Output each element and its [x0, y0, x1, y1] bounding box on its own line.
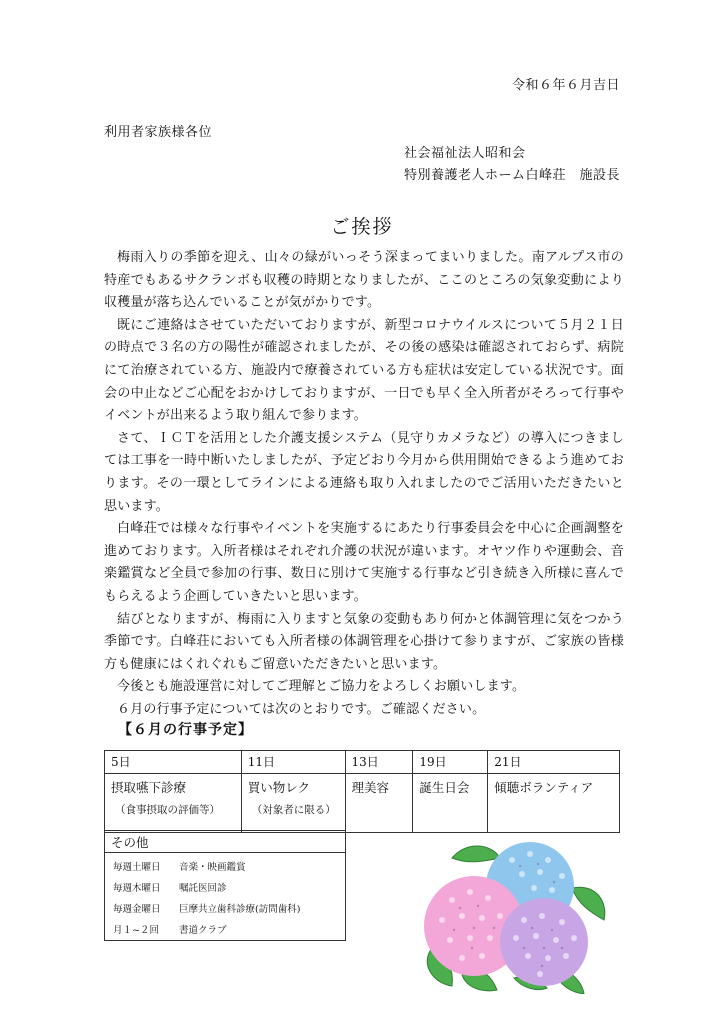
event-day: 21日	[488, 751, 620, 774]
event-note: （食事摂取の評価等）	[115, 804, 220, 816]
activity-when: 月１~２回	[113, 925, 159, 936]
list-item	[113, 878, 337, 899]
other-activities-list	[105, 853, 345, 945]
paragraph: 梅雨入りの季節を迎え、山々の緑がいっそう深まってまいりました。南アルプス市の特産でもあるサクランボも収穫の時期となりましたが、ここのところの気象変動により収穫量が落ち込んでいることが気がかりです。	[104, 250, 624, 311]
sender-facility: 特別養護老人ホーム白峰荘 施設長	[404, 168, 621, 183]
schedule-day-row	[105, 751, 620, 774]
sender-organization: 社会福祉法人昭和会	[404, 146, 526, 161]
paragraph: 今後とも施設運営に対してご理解とご協力をよろしくお願いします。	[117, 679, 526, 695]
event-cell	[413, 774, 488, 833]
activity-when: 毎週土曜日	[113, 862, 161, 873]
event-name: 誕生日会	[419, 780, 470, 795]
hydrangea-illustration	[412, 838, 608, 994]
event-day: 19日	[413, 751, 488, 774]
event-name: 買い物レク	[247, 780, 310, 795]
list-item	[113, 857, 337, 878]
paragraph: 結びとなりますが、梅雨に入りますと気象の変動もあり何かと体調管理に気をつかう季節です。白峰荘においても入所者様の体調管理を心掛けて参りますが、ご家族の皆様方も健康にはくれぐれもご留意いただきたいと思います。	[104, 611, 624, 672]
sender-block	[404, 143, 620, 187]
event-name: 傾聴ボランティア	[494, 780, 594, 795]
event-cell	[241, 774, 345, 833]
activity-when: 毎週木曜日	[113, 883, 161, 894]
activity-what: 書道クラブ	[179, 925, 227, 936]
letter-title: ご挨拶	[330, 216, 394, 238]
event-day: 5日	[105, 751, 242, 774]
recipient-line: 利用者家族様各位	[104, 125, 213, 140]
event-cell	[345, 774, 413, 833]
schedule-table	[104, 750, 620, 833]
schedule-heading: 【６月の行事予定】	[118, 722, 253, 738]
event-name: 摂取嚥下診療	[111, 780, 187, 795]
activity-when: 毎週金曜日	[113, 904, 161, 915]
event-cell	[105, 774, 242, 833]
list-item	[113, 899, 337, 920]
activity-what: 音楽・映画鑑賞	[179, 862, 246, 873]
paragraph: ６月の行事予定については次のとおりです。ご確認ください。	[117, 701, 486, 717]
event-day: 11日	[241, 751, 345, 774]
other-activities-title: その他	[105, 831, 345, 853]
paragraph: さて、ＩＣＴを活用とした介護支援システム（見守りカメラなど）の導入につきましては工事を一時中断いたしましたが、予定どおり今月から供用開始できるよう進めております。その一環としてラインによる連絡も取り入れましたのでご活用いただきたいと思います。	[104, 430, 624, 514]
letter-date: 令和６年６月吉日	[511, 78, 620, 93]
list-item	[113, 920, 337, 941]
event-note: （対象者に限る）	[251, 804, 336, 816]
event-name: 理美容	[351, 780, 390, 795]
activity-what: 巨摩共立歯科診療(訪問歯科)	[179, 904, 301, 915]
activity-what: 嘱託医回診	[179, 883, 227, 894]
letter-body	[104, 247, 624, 721]
event-cell	[488, 774, 620, 833]
schedule-event-row	[105, 774, 620, 833]
event-day: 13日	[345, 751, 413, 774]
other-activities-box	[104, 830, 346, 941]
paragraph: 既にご連絡はさせていただいておりますが、新型コロナウイルスについて５月２１日の時点で３名の方の陽性が確認されましたが、その後の感染は確認されておらず、病院にて治療されている方、施設内で療養されている方も症状は安定している状況です。面会の中止などご心配をおかけしておりますが、一日でも早く全入所者がそろって行事やイベントが出来るよう取り組んで参ります。	[104, 317, 624, 424]
paragraph: 白峰荘では様々な行事やイベントを実施するにあたり行事委員会を中心に企画調整を進めております。入所者様はそれぞれ介護の状況が違います。オヤツ作りや運動会、音楽鑑賞など全員で参加の行事、数日に別けて実施する行事など引き続き入所様に喜んでもらえるよう企画していきたいと思います。	[104, 521, 624, 604]
